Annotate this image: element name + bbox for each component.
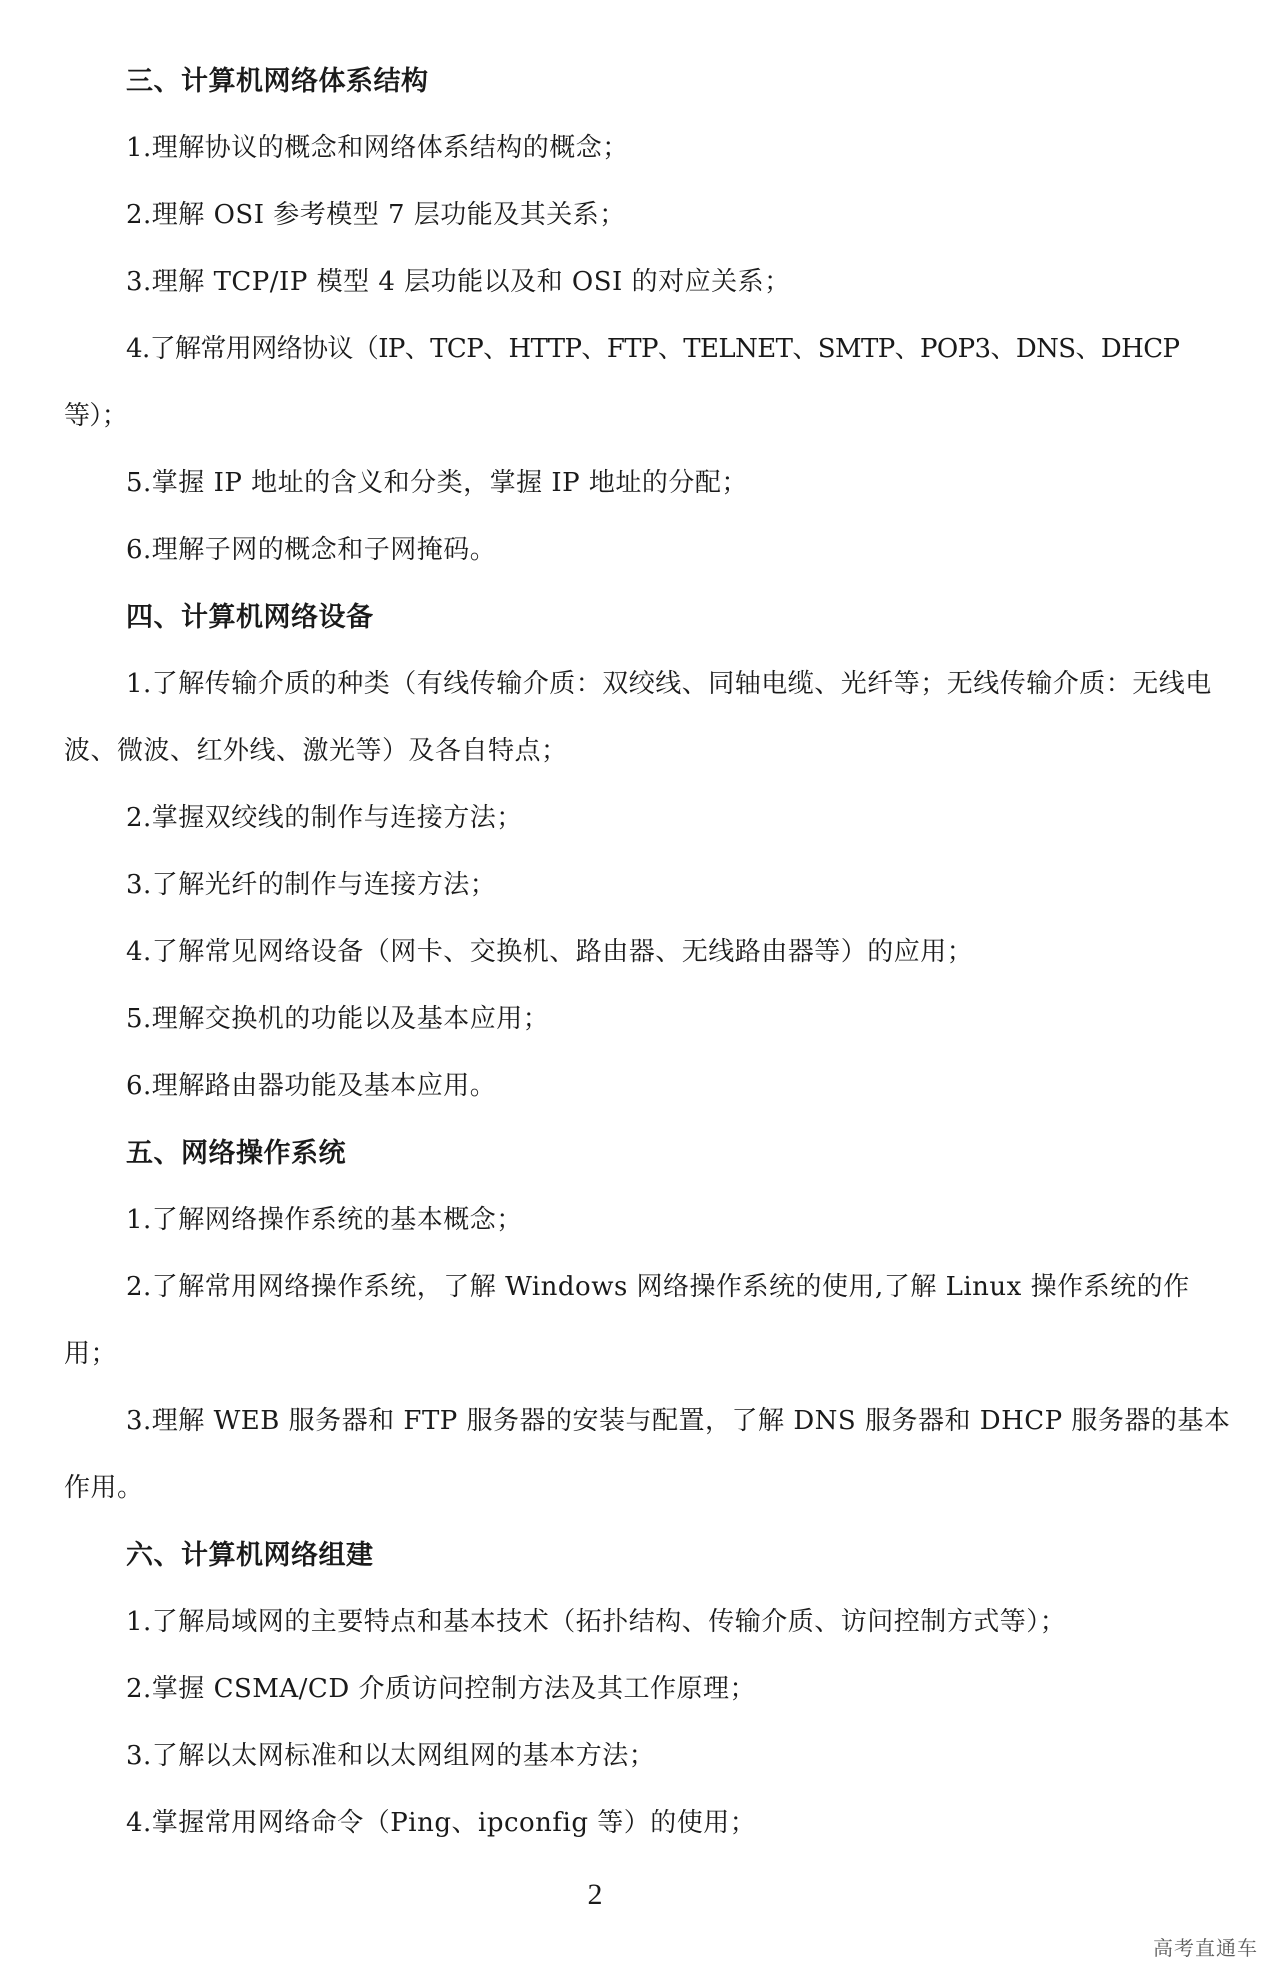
list-item: 4.了解常用网络协议（IP、TCP、HTTP、FTP、TELNET、SMTP、POP3、DNS、DHCP 等）； [64,334,1180,431]
list-item: 5.理解交换机的功能以及基本应用； [126,1004,550,1034]
list-item: 1.了解局域网的主要特点和基本技术（拓扑结构、传输介质、访问控制方式等）； [126,1607,1067,1637]
list-item: 2.了解常用网络操作系统，了解 Windows 网络操作系统的使用,了解 Linux 操作系统的作用； [64,1272,1190,1369]
list-item: 1.理解协议的概念和网络体系结构的概念； [126,133,629,163]
section-network-os [64,1120,1236,1522]
section-heading: 三、计算机网络体系结构 [126,66,429,97]
list-item: 2.掌握双绞线的制作与连接方法； [126,803,523,833]
list-item: 4.掌握常用网络命令（Ping、ipconfig 等）的使用； [126,1808,757,1838]
list-item: 3.了解光纤的制作与连接方法； [126,870,497,900]
list-item: 4.了解常见网络设备（网卡、交换机、路由器、无线路由器等）的应用； [126,937,974,967]
list-item: 1.了解网络操作系统的基本概念； [126,1205,523,1235]
list-item: 2.掌握 CSMA/CD 介质访问控制方法及其工作原理； [126,1674,756,1704]
list-item: 5.掌握 IP 地址的含义和分类，掌握 IP 地址的分配； [126,468,748,498]
list-item: 3.理解 TCP/IP 模型 4 层功能以及和 OSI 的对应关系； [126,267,791,297]
section-network-building [64,1522,1236,1857]
section-heading: 六、计算机网络组建 [126,1540,374,1571]
section-heading: 四、计算机网络设备 [126,602,374,633]
section-network-architecture [64,48,1236,584]
list-item: 1.了解传输介质的种类（有线传输介质：双绞线、同轴电缆、光纤等；无线传输介质：无线电波、微波、红外线、激光等）及各自特点； [64,669,1212,766]
list-item: 6.理解路由器功能及基本应用。 [126,1071,497,1101]
list-item: 2.理解 OSI 参考模型 7 层功能及其关系； [126,200,626,230]
document-content [64,48,1236,1857]
list-item: 6.理解子网的概念和子网掩码。 [126,535,497,565]
section-network-devices [64,584,1236,1120]
list-item: 3.理解 WEB 服务器和 FTP 服务器的安装与配置，了解 DNS 服务器和 DHCP 服务器的基本作用。 [64,1406,1231,1503]
section-heading: 五、网络操作系统 [126,1138,346,1169]
watermark: 高考直通车 [1153,1936,1258,1960]
list-item: 3.了解以太网标准和以太网组网的基本方法； [126,1741,656,1771]
page-number: 2 [587,1878,603,1911]
